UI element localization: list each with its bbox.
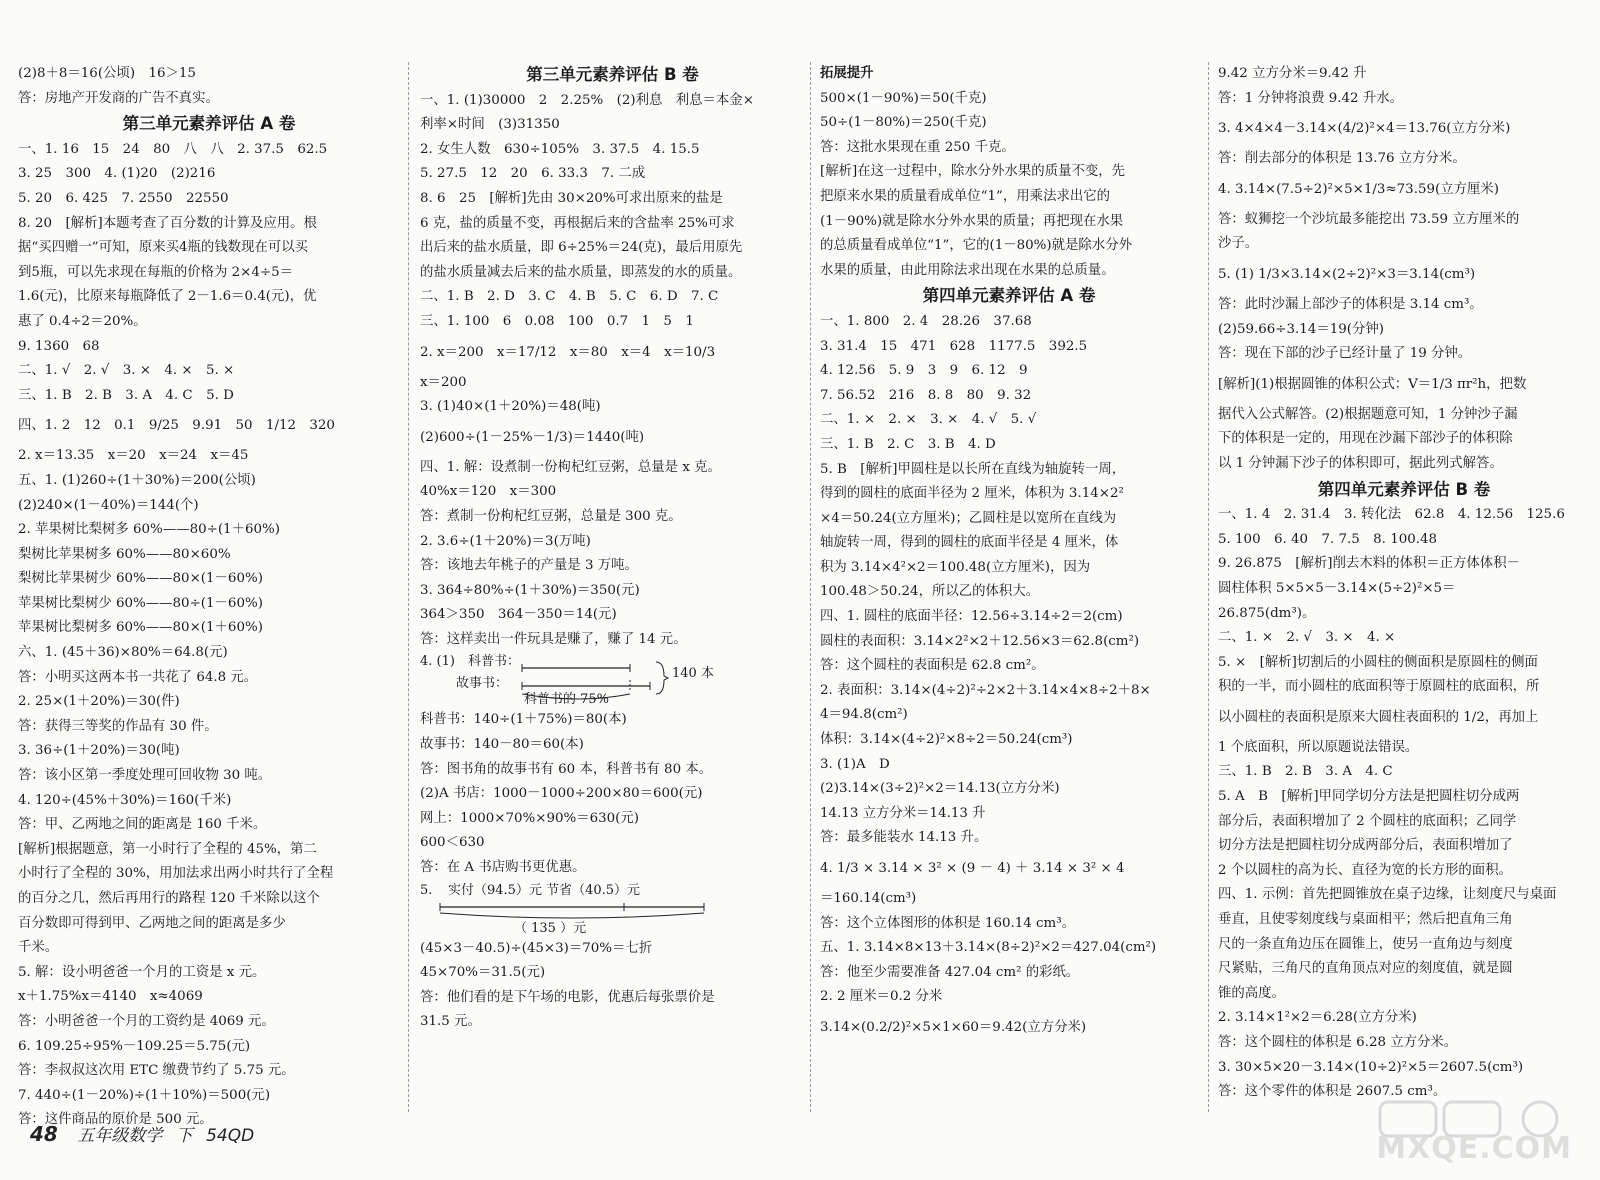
answer-line: 利率×时间 (3)31350 (420, 117, 560, 133)
answer-line: (2)59.66÷3.14＝19(分钟) (1218, 321, 1384, 337)
answer-line: 4＝94.8(cm²) (820, 707, 908, 723)
answer-line: (2)600÷(1－25%－1/3)＝1440(吨) (420, 429, 645, 445)
answer-line: 3. (1)A D (820, 756, 890, 772)
answer-line: 科普书：140÷(1＋75%)＝80(本) (420, 712, 627, 728)
answer-line: 答：小明买这两本书一共花了 64.8 元。 (18, 669, 258, 685)
column-divider (408, 62, 409, 1112)
answer-line: 网上：1000×70%×90%＝630(元) (420, 810, 640, 826)
answer-line: 五、1. (1)260÷(1＋30%)＝200(公顷) (18, 472, 256, 488)
answer-line: 3. (1)40×(1＋20%)＝48(吨) (420, 399, 601, 415)
answer-line: 答：这件商品的原价是 500 元。 (18, 1112, 213, 1128)
answer-line: 下的体积是一定的，用现在沙漏下部沙子的体积除 (1218, 431, 1513, 447)
answer-line: 31.5 元。 (420, 1014, 481, 1030)
answer-line: 一、1. (1)30000 2 2.25% (2)利息 利息＝本金× (420, 92, 754, 108)
answer-line: 二、1. √ 2. √ 3. × 4. × 5. × (18, 363, 235, 379)
answer-line: 的总质量看成单位“1”，它的(1－80%)就是除水分外 (820, 238, 1132, 254)
answer-line: 一、1. 4 2. 31.4 3. 转化法 62.8 4. 12.56 125.6 (1218, 507, 1565, 523)
answer-line: 5. 27.5 12 20 6. 33.3 7. 二成 (420, 166, 646, 182)
answer-line: (2)3.14×(3÷2)²×2＝14.13(立方分米) (820, 781, 1060, 797)
answer-line: 以 1 分钟漏下沙子的体积即可，据此列式解答。 (1218, 455, 1503, 471)
answer-line: 6. 109.25÷95%－109.25＝5.75(元) (18, 1038, 251, 1054)
answer-line: 把原来水果的质量看成单位“1”，用乘法求出它的 (820, 188, 1111, 204)
answer-line: 答：煮制一份枸杞红豆粥，总量是 300 克。 (420, 508, 682, 524)
answer-line: 垂直，且使零刻度线与桌面相平；然后把直角三角 (1218, 912, 1513, 928)
diagram-label-story: 故事书： (456, 676, 509, 692)
answer-line: 答：削去部分的体积是 13.76 立方分米。 (1218, 151, 1466, 167)
answer-line: 圆柱体积 5×5×5－3.14×(5÷2)²×5＝ (1218, 580, 1456, 596)
section-heading: 第四单元素养评估 A 卷 (922, 286, 1096, 306)
answer-line: 40%x＝120 x＝300 (420, 484, 557, 500)
diagram-top-label: 实付（94.5）元 节省（40.5）元 (448, 882, 641, 898)
answer-line: 梨树比苹果树多 60%——80×60% (18, 546, 231, 562)
answer-line: 四、1. 解：设煮制一份枸杞红豆粥，总量是 x 克。 (420, 459, 721, 475)
answer-line: 26.875(dm³)。 (1218, 605, 1316, 621)
answer-line: 惠了 0.4÷2＝20%。 (18, 313, 147, 329)
watermark-text: MXQE.COM (1376, 1131, 1572, 1166)
answer-line: 答：这个圆柱的体积是 6.28 立方分米。 (1218, 1035, 1458, 1050)
answer-line: 答：李叔叔这次用 ETC 缴费节约了 5.75 元。 (18, 1063, 295, 1079)
answer-line: 1 个底面积，所以原题说法错误。 (1218, 739, 1419, 755)
diagram-label-science: 科普书： (468, 654, 521, 670)
answer-line: 苹果树比梨树少 60%——80÷(1－60%) (18, 595, 263, 611)
diagram-question-number: 4. (1) (420, 654, 455, 670)
line-segment-diagram (420, 652, 805, 708)
answer-line: 三、1. B 2. B 3. A 4. C 5. D (18, 387, 234, 403)
answer-line: 600＜630 (420, 835, 485, 851)
diagram-bottom-label: （ 135 ）元 (514, 920, 587, 936)
diagram-price-bar (438, 901, 708, 923)
answer-line: 积为 3.14×4²×2＝100.48(立方厘米)，因为 (820, 559, 1091, 575)
answer-line: 出后来的盐水质量，即 6÷25%＝24(克)，最后用原先 (420, 240, 743, 256)
answer-line: 5. 100 6. 40 7. 7.5 8. 100.48 (1218, 531, 1438, 547)
answer-line: 14.13 立方分米＝14.13 升 (820, 805, 986, 821)
answer-line: 答：1 分钟将浪费 9.42 升水。 (1218, 90, 1404, 106)
answer-line: 故事书：140－80＝60(本) (420, 737, 584, 753)
answer-line: 9. 26.875 [解析]削去木料的体积＝正方体体积－ (1218, 556, 1520, 572)
answer-line: 4. 3.14×(7.5÷2)²×5×1/3≈73.59(立方厘米) (1218, 181, 1499, 197)
book-edition: 54QD (206, 1126, 255, 1146)
answer-line: 据“买四赠一”可知，原来买4瓶的钱数现在可以买 (18, 240, 309, 256)
answer-line: 一、1. 800 2. 4 28.26 37.68 (820, 313, 1032, 329)
answer-line: 2. 女生人数 630÷105% 3. 37.5 4. 15.5 (420, 141, 700, 157)
answer-line: 2. 25×(1＋20%)＝30(件) (18, 694, 180, 710)
answer-line: 到5瓶，可以先求现在每瓶的价格为 2×4÷5＝ (18, 264, 294, 280)
answer-line: 答：这个立体图形的体积是 160.14 cm³。 (820, 915, 1076, 931)
answer-line: 答：这个零件的体积是 2607.5 cm³。 (1218, 1084, 1447, 1100)
answer-line: 答：他至少需要准备 427.04 cm² 的彩纸。 (820, 964, 1080, 980)
answer-line: 的盐水质量减去后来的盐水质量，即蒸发的水的质量。 (420, 264, 742, 280)
answer-line: 500×(1－90%)＝50(千克) (820, 90, 987, 106)
answer-line: 5. 解：设小明爸爸一个月的工资是 x 元。 (18, 964, 266, 980)
answer-line: 四、1. 2 12 0.1 9/25 9.91 50 1/12 320 (18, 418, 335, 434)
answer-line: 5. (1) 1/3×3.14×(2÷2)²×3＝3.14(cm³) (1218, 266, 1476, 282)
answer-line: 答：该小区第一季度处理可回收物 30 吨。 (18, 768, 272, 784)
answer-line: ×4＝50.24(立方厘米)；乙圆柱是以宽所在直线为 (820, 510, 1117, 526)
section-heading: 第三单元素养评估 A 卷 (122, 114, 296, 134)
answer-line: 答：他们看的是下午场的电影，优惠后每张票价是 (420, 989, 715, 1005)
answer-line: 尺的一条直角边压在圆锥上，使另一直角边与刻度 (1218, 936, 1513, 952)
answer-line: 一、1. 16 15 24 80 八 八 2. 37.5 62.5 (18, 141, 328, 157)
answer-line: 二、1. B 2. D 3. C 4. B 5. C 6. D 7. C (420, 289, 719, 305)
book-title: 五年级数学 (77, 1126, 163, 1146)
answer-line: 梨树比苹果树少 60%——80×(1－60%) (18, 571, 263, 587)
answer-line: 1.6(元)，比原来每瓶降低了 2－1.6＝0.4(元)，优 (18, 289, 317, 305)
answer-line: 4. 12.56 5. 9 3 9 6. 12 9 (820, 363, 1028, 379)
answer-line: 9.42 立方分米＝9.42 升 (1218, 66, 1367, 81)
answer-line: 2 个以圆柱的高为长、直径为宽的长方形的面积。 (1218, 862, 1512, 878)
answer-line: 百分数即可得到甲、乙两地之间的距离是多少 (18, 915, 286, 931)
page-footer (30, 1121, 262, 1146)
answer-line: 圆柱的表面积：3.14×2²×2＋12.56×3＝62.8(cm²) (820, 633, 1140, 649)
answer-line: 答：这样卖出一件玩具是赚了，赚了 14 元。 (420, 631, 687, 647)
column-2 (420, 62, 805, 1035)
answer-line: 二、1. × 2. √ 3. × 4. × (1218, 630, 1396, 646)
diagram-question-number: 5. (420, 882, 433, 898)
answer-line: 9. 1360 68 (18, 338, 100, 354)
column-4 (1218, 62, 1590, 1105)
answer-line: 2. 苹果树比梨树多 60%——80÷(1＋60%) (18, 522, 280, 538)
answer-line: 5. × [解析]切割后的小圆柱的侧面积是原圆柱的侧面 (1218, 654, 1538, 670)
answer-line: 8. 6 25 [解析]先由 30×20%可求出原来的盐是 (420, 190, 723, 206)
answer-line: 7. 56.52 216 8. 8 80 9. 32 (820, 387, 1032, 403)
answer-line: 3. 31.4 15 471 628 1177.5 392.5 (820, 338, 1088, 354)
answer-line: 得到的圆柱的底面半径为 2 厘米，体积为 3.14×2² (820, 486, 1124, 502)
answer-line: 轴旋转一周，得到的圆柱的底面半径是 4 厘米，体 (820, 535, 1119, 551)
answer-line: 据代入公式解答。(2)根据题意可知，1 分钟沙子漏 (1218, 406, 1518, 422)
answer-line: ＝160.14(cm³) (820, 891, 917, 906)
answer-line: 的百分之几，然后再用行的路程 120 千米除以这个 (18, 891, 320, 906)
answer-line: x＝200 (420, 374, 467, 390)
section-heading: 第四单元素养评估 B 卷 (1317, 479, 1491, 499)
answer-line: 四、1. 示例：首先把圆锥放在桌子边缘，让刻度尺与桌面 (1218, 887, 1557, 903)
answer-line: 6 克，盐的质量不变，再根据后来的含盐率 25%可求 (420, 215, 735, 231)
answer-line: 5. 20 6. 425 7. 2550 22550 (18, 190, 229, 206)
answer-line: 答：获得三等奖的作品有 30 件。 (18, 718, 218, 734)
page-number: 48 (30, 1122, 58, 1146)
answer-line: 答：在 A 书店购书更优惠。 (420, 860, 586, 876)
answer-line: 答：房地产开发商的广告不真实。 (18, 90, 219, 106)
answer-line: 答：此时沙漏上部沙子的体积是 3.14 cm³。 (1218, 296, 1483, 312)
answer-line: (2)A 书店：1000－1000÷200×80＝600(元) (420, 786, 703, 802)
watermark-logo (1360, 1100, 1580, 1170)
answer-line: 积的一半，而小圆柱的底面积等于原圆柱的底面积，所 (1218, 679, 1540, 695)
answer-line: 答：蚁狮挖一个沙坑最多能挖出 73.59 立方厘米的 (1218, 211, 1520, 227)
column-divider (810, 62, 811, 1112)
answer-line: 小时行了全程的 30%，用加法求出两小时共行了全程 (18, 866, 334, 882)
answer-line: 体积：3.14×(4÷2)²×8÷2＝50.24(cm³) (820, 732, 1073, 748)
answer-line: 三、1. 100 6 0.08 100 0.7 1 5 1 (420, 313, 694, 329)
answer-line: 100.48＞50.24，所以乙的体积大。 (820, 584, 1040, 600)
answer-line: 5. B [解析]甲圆柱是以长所在直线为轴旋转一周， (820, 461, 1126, 477)
column-1 (18, 62, 400, 1133)
answer-line: 4. 120÷(45%＋30%)＝160(千米) (18, 792, 232, 808)
answer-line: 答：小明爸爸一个月的工资约是 4069 元。 (18, 1013, 275, 1029)
answer-line: 答：这个圆柱的表面积是 62.8 cm²。 (820, 658, 1045, 674)
answer-line: 3. 364÷80%÷(1＋30%)＝350(元) (420, 582, 640, 598)
answer-line: 锥的高度。 (1218, 985, 1285, 1001)
answer-line: 答：现在下部的沙子已经计量了 19 分钟。 (1218, 346, 1472, 362)
section-heading: 第三单元素养评估 B 卷 (526, 65, 699, 84)
answer-line: 2. x＝13.35 x＝20 x＝24 x＝45 (18, 448, 249, 464)
subsection-heading: 拓展提升 (820, 66, 874, 81)
answer-line: 3. 4×4×4－3.14×(4/2)²×4＝13.76(立方分米) (1218, 121, 1511, 137)
answer-line: 3. 30×5×20－3.14×(10÷2)²×5＝2607.5(cm³) (1218, 1059, 1524, 1075)
answer-line: 二、1. × 2. × 3. × 4. √ 5. √ (820, 412, 1037, 428)
diagram-total-label: 140 本 (672, 666, 714, 682)
price-diagram (420, 881, 805, 937)
answer-line: (1－90%)就是除水分外水果的质量；再把现在水果 (820, 213, 1124, 229)
answer-line: 苹果树比梨树多 60%——80×(1＋60%) (18, 620, 263, 636)
answer-line: 三、1. B 2. C 3. B 4. D (820, 436, 996, 452)
column-divider (1208, 62, 1209, 1112)
answer-line: 部分后，表面积增加了 2 个圆柱的底面积；乙同学 (1218, 813, 1517, 829)
answer-line: 4. 1/3 × 3.14 × 3² × (9 － 4) ＋ 3.14 × 3² × 4 (820, 861, 1125, 876)
answer-line: 答：甲、乙两地之间的距离是 160 千米。 (18, 817, 267, 833)
answer-line: 50÷(1－80%)＝250(千克) (820, 115, 987, 131)
answer-line: 364＞350 364－350＝14(元) (420, 607, 617, 623)
answer-line: 2. 3.6÷(1＋20%)＝3(万吨) (420, 533, 591, 549)
answer-line: 8. 20 [解析]本题考查了百分数的计算及应用。根 (18, 215, 317, 231)
answer-line: 45×70%＝31.5(元) (420, 965, 546, 981)
answer-line: (2)8＋8＝16(公顷) 16＞15 (18, 66, 196, 81)
answer-line: 水果的质量，由此用除法求出现在水果的总质量。 (820, 262, 1115, 278)
diagram-caption: 科普书的 75% (524, 692, 610, 708)
answer-line: 尺紧贴，三角尺的直角顶点对应的刻度值，就是圆 (1218, 961, 1513, 977)
answer-line: 五、1. 3.14×8×13＋3.14×(8÷2)²×2＝427.04(cm²) (820, 940, 1157, 956)
answer-line: 答：最多能装水 14.13 升。 (820, 830, 988, 846)
answer-line: 2. 表面积：3.14×(4÷2)²÷2×2＋3.14×4×8÷2＋8× (820, 682, 1151, 698)
answer-line: 2. 3.14×1²×2＝6.28(立方分米) (1218, 1010, 1417, 1026)
answer-line: 千米。 (18, 940, 59, 956)
answer-line: 3.14×(0.2/2)²×5×1×60＝9.42(立方分米) (820, 1019, 1087, 1035)
answer-line: (2)240×(1－40%)＝144(个) (18, 497, 199, 513)
answer-line: (45×3－40.5)÷(45×3)＝70%＝七折 (420, 940, 653, 956)
answer-line: 7. 440÷(1－20%)÷(1＋10%)＝500(元) (18, 1087, 271, 1103)
answer-line: 答：这批水果现在重 250 千克。 (820, 139, 1015, 155)
answer-line: 以小圆柱的表面积是原来大圆柱表面积的 1/2，再加上 (1218, 709, 1539, 725)
answer-line: 2. 2 厘米＝0.2 分米 (820, 989, 943, 1005)
answer-line: 六、1. (45＋36)×80%＝64.8(元) (18, 645, 228, 661)
answer-line: 3. 36÷(1＋20%)＝30(吨) (18, 743, 180, 759)
book-volume: 下 (175, 1126, 193, 1146)
answer-line: [解析](1)根据圆锥的体积公式：V＝1/3 πr²h，把数 (1218, 376, 1527, 392)
answer-line: [解析]根据题意，第一小时行了全程的 45%，第二 (18, 841, 317, 857)
answer-line: x＋1.75%x＝4140 x≈4069 (18, 989, 203, 1005)
answer-line: 四、1. 圆柱的底面半径：12.56÷3.14÷2＝2(cm) (820, 609, 1123, 625)
answer-line: 三、1. B 2. B 3. A 4. C (1218, 764, 1393, 780)
answer-line: 切分方法是把圆柱切分成两部分后，表面积增加了 (1218, 838, 1513, 854)
answer-line: 5. A B [解析]甲同学切分方法是把圆柱切分成两 (1218, 789, 1520, 805)
answer-line: 3. 25 300 4. (1)20 (2)216 (18, 166, 216, 182)
answer-line: 答：该地去年桃子的产量是 3 万吨。 (420, 558, 638, 574)
column-3 (820, 62, 1198, 1046)
answer-line: 2. x＝200 x＝17/12 x＝80 x＝4 x＝10/3 (420, 344, 716, 360)
answer-line: 沙子。 (1218, 236, 1259, 252)
answer-line: 答：图书角的故事书有 60 本，科普书有 80 本。 (420, 761, 713, 777)
answer-line: [解析]在这一过程中，除水分外水果的质量不变，先 (820, 164, 1126, 180)
